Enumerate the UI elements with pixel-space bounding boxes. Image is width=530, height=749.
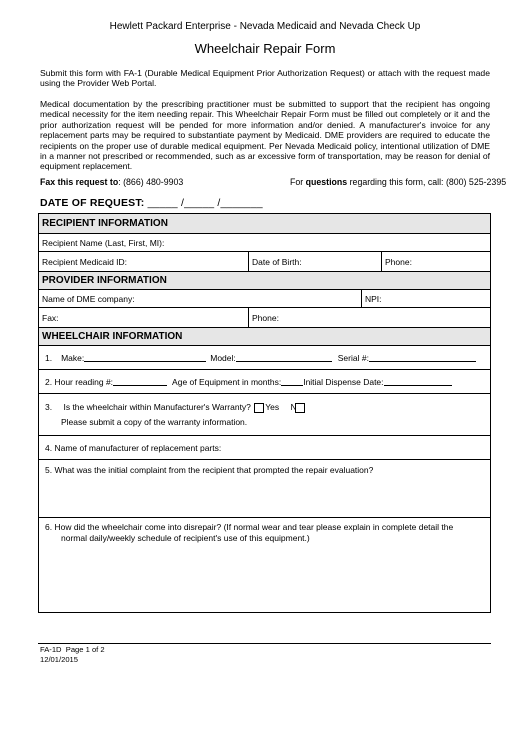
warranty-yes-label: Yes: [265, 402, 280, 412]
provider-dme-row: [39, 290, 490, 308]
provider-fax-label: Fax:: [42, 312, 59, 323]
recipient-phone-field[interactable]: [381, 252, 490, 271]
equipment-age-field[interactable]: [281, 377, 303, 386]
form-title: Wheelchair Repair Form: [194, 41, 336, 56]
q3-line-1: [45, 402, 306, 413]
recipient-id-row: [39, 252, 490, 272]
fax-number: : (866) 480-9903: [118, 177, 184, 187]
recipient-name-row[interactable]: [39, 234, 490, 252]
recipient-dob-field[interactable]: [248, 252, 381, 271]
form-id: FA-1D: [40, 645, 62, 654]
questions-bold: questions: [305, 177, 348, 187]
npi-field[interactable]: [361, 290, 490, 307]
make-field[interactable]: [84, 353, 206, 362]
provider-contact-row: [39, 308, 490, 328]
question-6-row[interactable]: [39, 518, 490, 612]
question-5-row[interactable]: [39, 460, 490, 518]
q3-number: 3.: [45, 402, 53, 412]
questions-instruction: [290, 177, 506, 187]
recipient-medicaid-id-field[interactable]: [39, 252, 248, 271]
initial-complaint-question: 5. What was the initial complaint from the recipient that prompted the repair evaluation?: [45, 465, 374, 475]
serial-field[interactable]: [369, 353, 476, 362]
section-provider-title: PROVIDER INFORMATION: [42, 275, 167, 286]
date-of-request-label: DATE OF REQUEST:: [40, 197, 145, 209]
page-number: Page 1 of 2: [65, 645, 105, 654]
hour-reading-label: 2. Hour reading #:: [45, 376, 114, 387]
manufacturer-parts-label: 4. Name of manufacturer of replacement parts:: [45, 442, 222, 453]
intro-paragraph-2: Medical documentation by the prescribing practitioner must be submitted to support that the recipient has ongoing medical necessity for the item needing repair. This Wheelchair Repair Form must be filled out completely or it and the prior authorization request will be pended for more information and/or denied. A manufacturer's invoice for any replacement parts may be required to substantiate payment by Medicaid. DME providers are required to educate the recipients on the proper use of durable medical equipment. Per Nevada Medicaid policy, intentional utilization of DME in a manner not prescribed or recommended, such as ar excessive form of transportation, may be reason for denial of equipment replacement.: [40, 99, 490, 172]
equipment-age-label: Age of Equipment in months:: [172, 376, 282, 387]
agency-header: Hewlett Packard Enterprise - Nevada Medicaid and Nevada Check Up: [109, 21, 421, 32]
footer-date: 12/01/2015: [40, 655, 79, 664]
disrepair-question-line-1: 6. How did the wheelchair come into disrepair? (If normal wear and tear please explain in complete detail the: [45, 522, 454, 532]
date-of-request-field[interactable]: _____ /_____ /_______: [147, 197, 263, 209]
footer-divider: [38, 643, 491, 644]
warranty-note: Please submit a copy of the warranty information.: [61, 417, 248, 427]
disrepair-question: [45, 522, 453, 543]
provider-phone-field[interactable]: [248, 308, 490, 327]
warranty-yes-checkbox[interactable]: [254, 403, 264, 413]
section-provider: [39, 272, 490, 290]
date-of-request: [40, 197, 263, 209]
form-table: [38, 213, 491, 613]
warranty-no-checkbox[interactable]: [295, 403, 305, 413]
section-recipient: [39, 214, 490, 234]
footer-form-id: [40, 645, 105, 654]
provider-fax-field[interactable]: [39, 308, 248, 327]
model-label: Model:: [210, 352, 236, 363]
model-field[interactable]: [236, 353, 332, 362]
disrepair-question-line-2: normal daily/weekly schedule of recipient's use of this equipment.): [61, 532, 310, 543]
q1-number: 1.: [45, 352, 53, 363]
make-label: Make:: [61, 352, 85, 363]
question-3-row: [39, 394, 490, 436]
hour-reading-field[interactable]: [113, 377, 167, 386]
recipient-name-label: Recipient Name (Last, First, MI):: [42, 237, 165, 248]
question-4-row[interactable]: [39, 436, 490, 460]
intro-paragraph-1: Submit this form with FA-1 (Durable Medical Equipment Prior Authorization Request) or attach with the request made using the Provider Web Portal.: [40, 68, 490, 89]
section-wheelchair-title: WHEELCHAIR INFORMATION: [42, 331, 183, 342]
dme-company-field[interactable]: [39, 290, 361, 307]
question-1-row: [39, 346, 490, 370]
questions-prefix: For: [290, 177, 306, 187]
question-2-row: [39, 370, 490, 394]
recipient-phone-label: Phone:: [385, 256, 412, 267]
questions-phone: regarding this form, call: (800) 525-2395: [347, 177, 507, 187]
dme-company-label: Name of DME company:: [42, 293, 135, 304]
section-recipient-title: RECIPIENT INFORMATION: [42, 218, 168, 229]
dispense-date-label: Initial Dispense Date:: [303, 376, 384, 387]
recipient-medicaid-id-label: Recipient Medicaid ID:: [42, 256, 128, 267]
warranty-question: Is the wheelchair within Manufacturer's Warranty?: [63, 402, 251, 412]
npi-label: NPI:: [365, 293, 382, 304]
serial-label: Serial #:: [337, 352, 369, 363]
warranty-no-label: N: [290, 402, 297, 412]
provider-phone-label: Phone:: [252, 312, 279, 323]
recipient-dob-label: Date of Birth:: [252, 256, 302, 267]
fax-label: Fax this request to: [40, 177, 119, 187]
section-wheelchair: [39, 328, 490, 346]
fax-instruction: [40, 177, 183, 187]
dispense-date-field[interactable]: [384, 377, 452, 386]
